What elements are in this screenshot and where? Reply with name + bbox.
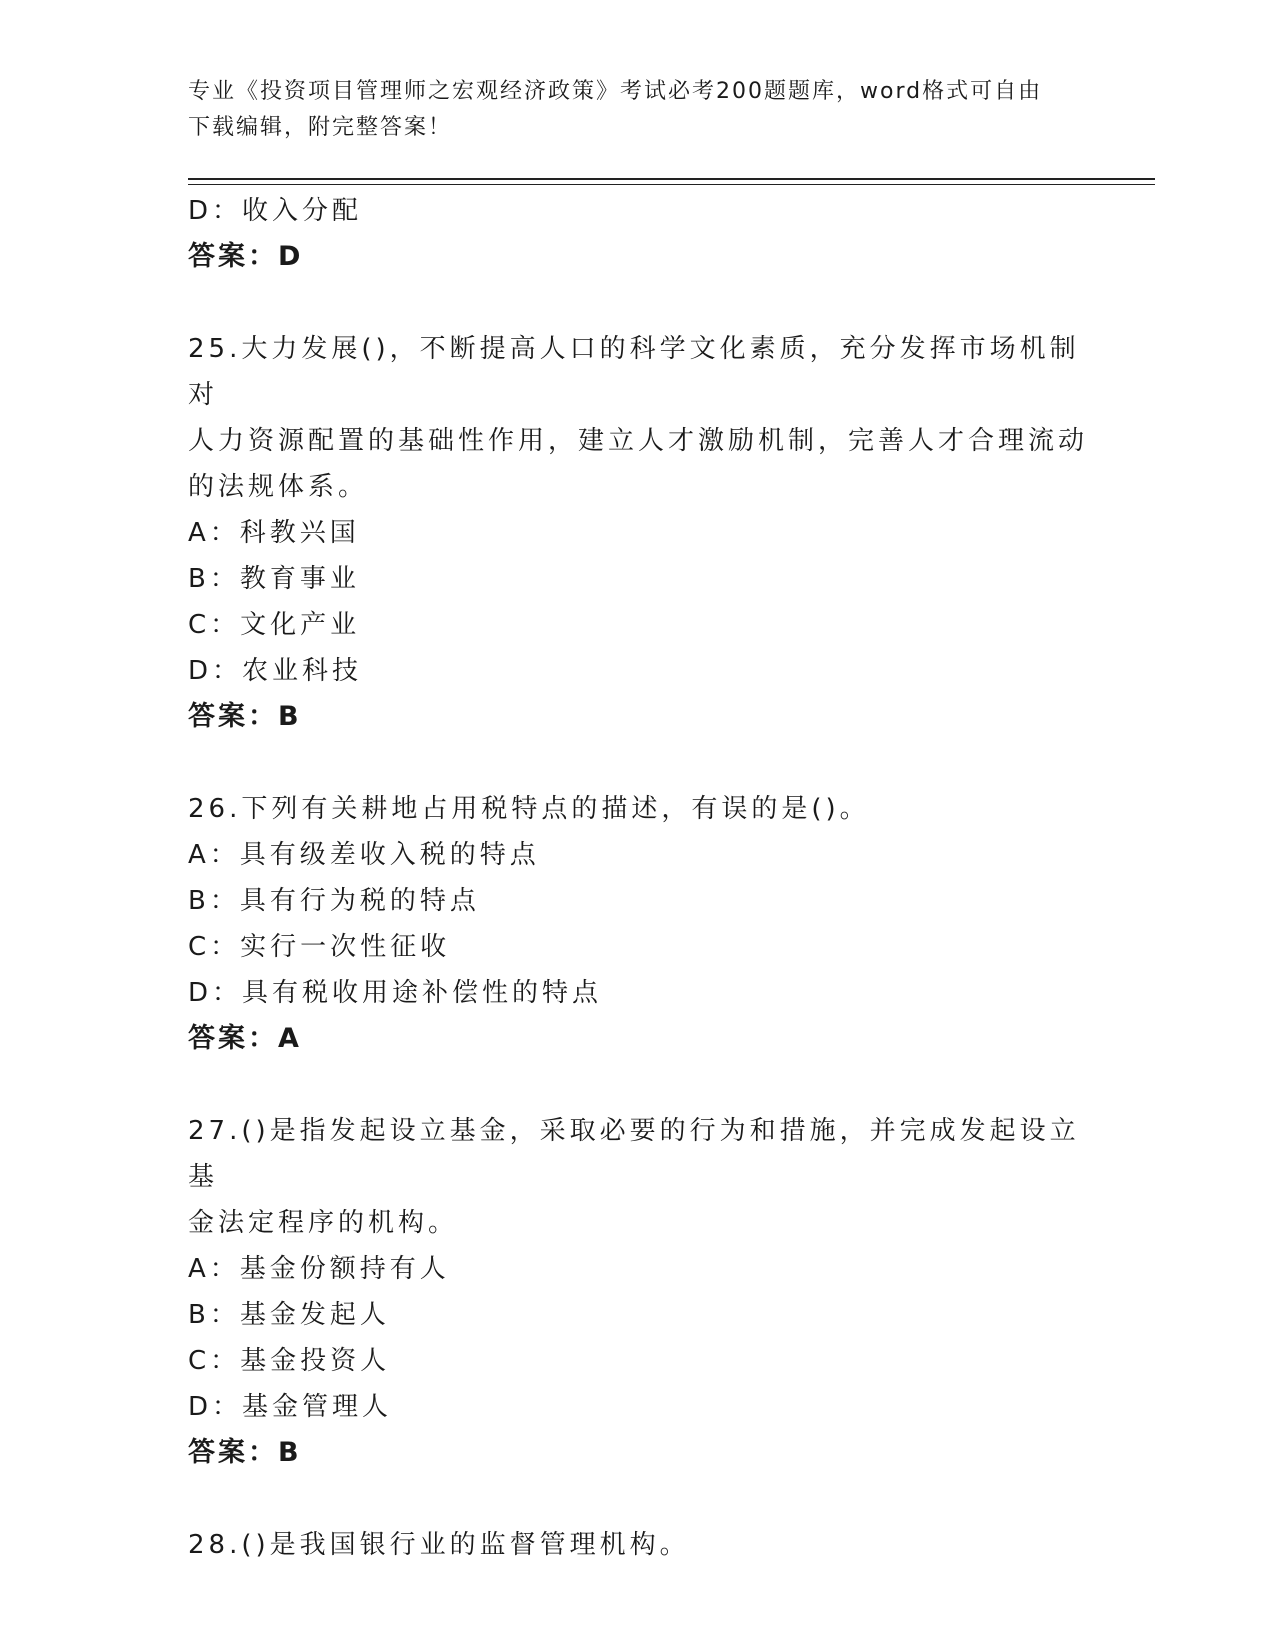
question-stem-line: 28.()是我国银行业的监督管理机构。: [188, 1530, 690, 1560]
answer: 答案：A: [188, 1023, 302, 1054]
question-28: [188, 1522, 1088, 1568]
header-line-1: 专业《投资项目管理师之宏观经济政策》考试必考200题题库，word格式可自由: [188, 79, 1043, 104]
leading-option-d: D：收入分配: [188, 196, 363, 226]
question-list: [188, 188, 1088, 1568]
option-c: C：基金投资人: [188, 1346, 391, 1376]
question-27: [188, 1108, 1088, 1476]
header-divider-thick: [188, 178, 1155, 180]
question-stem-line: 25.大力发展()，不断提高人口的科学文化素质，充分发挥市场机制对: [188, 334, 1080, 410]
option-d: D：基金管理人: [188, 1392, 393, 1422]
option-d: D：具有税收用途补偿性的特点: [188, 978, 603, 1008]
option-b: B：基金发起人: [188, 1300, 390, 1330]
question-25: [188, 326, 1088, 740]
option-b: B：具有行为税的特点: [188, 886, 480, 916]
question-stem-line: 27.()是指发起设立基金，采取必要的行为和措施，并完成发起设立基: [188, 1116, 1080, 1192]
question-26: [188, 786, 1088, 1062]
question-stem-line: 26.下列有关耕地占用税特点的描述，有误的是()。: [188, 794, 870, 824]
question-stem-line: 人力资源配置的基础性作用，建立人才激励机制，完善人才合理流动: [188, 426, 1089, 456]
header-line-2: 下载编辑，附完整答案！: [188, 115, 453, 140]
header-divider-thin: [188, 184, 1155, 185]
question-stem-line: 金法定程序的机构。: [188, 1208, 459, 1238]
spacer: [188, 1062, 1088, 1108]
spacer: [188, 1476, 1088, 1522]
option-d: D：农业科技: [188, 656, 363, 686]
option-b: B：教育事业: [188, 564, 360, 594]
option-c: C：实行一次性征收: [188, 932, 451, 962]
document-header: [188, 74, 1088, 146]
option-a: A：具有级差收入税的特点: [188, 840, 540, 870]
leading-answer: 答案：D: [188, 241, 304, 272]
option-c: C：文化产业: [188, 610, 361, 640]
spacer: [188, 280, 1088, 326]
option-a: A：科教兴国: [188, 518, 360, 548]
question-stem-line: 的法规体系。: [188, 472, 369, 502]
answer: 答案：B: [188, 701, 302, 732]
spacer: [188, 740, 1088, 786]
option-a: A：基金份额持有人: [188, 1254, 450, 1284]
answer: 答案：B: [188, 1437, 302, 1468]
